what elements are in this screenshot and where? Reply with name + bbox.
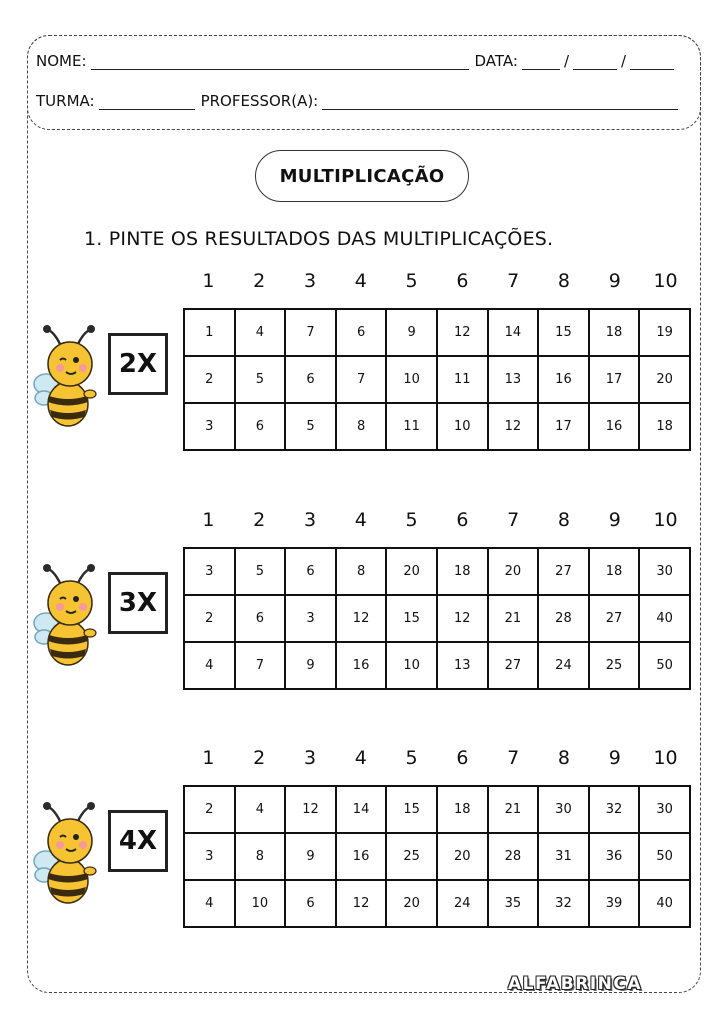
result-cell[interactable]: 27 [538, 548, 589, 595]
result-cell[interactable]: 32 [589, 786, 640, 833]
result-cell[interactable]: 31 [538, 833, 589, 880]
result-cell[interactable]: 16 [538, 356, 589, 403]
result-cell[interactable]: 9 [386, 309, 437, 356]
result-cell[interactable]: 20 [386, 880, 437, 927]
result-cell[interactable]: 8 [336, 548, 387, 595]
column-number: 10 [653, 747, 678, 769]
result-cell[interactable]: 18 [589, 309, 640, 356]
date-year-field[interactable] [630, 55, 674, 70]
result-cell[interactable]: 15 [386, 786, 437, 833]
result-cell[interactable]: 6 [235, 595, 286, 642]
column-numbers [183, 747, 691, 775]
result-cell[interactable]: 39 [589, 880, 640, 927]
result-cell[interactable]: 18 [639, 403, 690, 450]
result-cell[interactable]: 13 [488, 356, 539, 403]
result-cell[interactable]: 16 [336, 833, 387, 880]
result-cell[interactable]: 10 [386, 642, 437, 689]
bee-illustration [30, 799, 120, 909]
result-cell[interactable]: 27 [488, 642, 539, 689]
teacher-label: PROFESSOR(A): [200, 92, 319, 110]
column-number: 5 [405, 747, 418, 769]
column-number: 9 [608, 509, 621, 531]
name-label: NOME: [36, 52, 87, 70]
result-cell[interactable]: 40 [639, 880, 690, 927]
date-label: DATA: [474, 52, 518, 70]
column-number: 7 [507, 270, 520, 292]
result-cell[interactable]: 25 [589, 642, 640, 689]
name-row [36, 52, 678, 70]
column-number: 1 [202, 270, 215, 292]
factor-card: 4X [108, 810, 168, 872]
result-cell[interactable]: 35 [488, 880, 539, 927]
column-number: 3 [303, 270, 317, 292]
name-field[interactable] [91, 55, 469, 70]
grid-row [184, 595, 690, 642]
column-number: 1 [202, 509, 215, 531]
result-cell[interactable]: 8 [336, 403, 387, 450]
result-cell[interactable]: 50 [639, 833, 690, 880]
result-cell[interactable]: 6 [235, 403, 286, 450]
result-cell[interactable]: 5 [235, 356, 286, 403]
column-number: 9 [608, 270, 621, 292]
result-cell[interactable]: 5 [235, 548, 286, 595]
column-number: 6 [456, 509, 469, 531]
result-cell[interactable]: 20 [488, 548, 539, 595]
results-grid [183, 785, 691, 928]
result-cell[interactable]: 32 [538, 880, 589, 927]
teacher-field[interactable] [322, 95, 678, 110]
result-cell[interactable]: 15 [386, 595, 437, 642]
date-separator: / [563, 52, 570, 70]
date-separator: / [621, 52, 627, 70]
result-cell[interactable]: 30 [639, 548, 690, 595]
result-cell[interactable]: 7 [336, 356, 387, 403]
result-cell[interactable]: 7 [285, 309, 336, 356]
bee-illustration [30, 322, 120, 432]
multiplication-block [0, 747, 724, 937]
result-cell[interactable]: 28 [488, 833, 539, 880]
result-cell[interactable]: 24 [437, 880, 488, 927]
grid-row [184, 833, 690, 880]
column-number: 6 [456, 270, 469, 292]
result-cell[interactable]: 11 [437, 356, 488, 403]
result-cell[interactable]: 17 [538, 403, 589, 450]
result-cell[interactable]: 4 [184, 880, 235, 927]
header-box [27, 35, 701, 130]
result-cell[interactable]: 2 [184, 356, 235, 403]
result-cell[interactable]: 6 [285, 880, 336, 927]
grid-row [184, 309, 690, 356]
column-number: 10 [653, 509, 678, 531]
column-number: 6 [456, 747, 469, 769]
column-number: 3 [303, 747, 317, 769]
grid-row [184, 642, 690, 689]
class-label: TURMA: [36, 92, 95, 110]
result-cell[interactable]: 27 [589, 595, 640, 642]
result-cell[interactable]: 9 [285, 833, 336, 880]
grid-row [184, 356, 690, 403]
result-cell[interactable]: 14 [336, 786, 387, 833]
results-grid [183, 547, 691, 690]
column-number: 2 [253, 509, 266, 531]
column-number: 4 [354, 747, 367, 769]
column-number: 4 [354, 509, 367, 531]
column-number: 8 [557, 509, 571, 531]
result-cell[interactable]: 17 [589, 356, 640, 403]
result-cell[interactable]: 2 [184, 786, 235, 833]
column-number: 3 [303, 509, 317, 531]
column-number: 5 [405, 270, 418, 292]
column-number: 7 [507, 509, 520, 531]
multiplication-block [0, 509, 724, 699]
result-cell[interactable]: 4 [184, 642, 235, 689]
result-cell[interactable]: 12 [336, 595, 387, 642]
result-cell[interactable]: 18 [437, 786, 488, 833]
result-cell[interactable]: 16 [336, 642, 387, 689]
column-numbers [183, 270, 691, 298]
factor-card: 2X [108, 333, 168, 395]
result-cell[interactable]: 10 [437, 403, 488, 450]
result-cell[interactable]: 12 [437, 595, 488, 642]
result-cell[interactable]: 4 [235, 786, 286, 833]
column-number: 1 [202, 747, 215, 769]
factor-card: 3X [108, 572, 168, 634]
result-cell[interactable]: 5 [285, 403, 336, 450]
bee-illustration [30, 561, 120, 671]
multiplication-block [0, 270, 724, 460]
result-cell[interactable]: 3 [184, 548, 235, 595]
result-cell[interactable]: 21 [488, 595, 539, 642]
date-day-field[interactable] [522, 55, 560, 70]
column-number: 10 [653, 270, 678, 292]
result-cell[interactable]: 6 [285, 356, 336, 403]
class-field[interactable] [99, 95, 195, 110]
result-cell[interactable]: 15 [538, 309, 589, 356]
result-cell[interactable]: 8 [235, 833, 286, 880]
result-cell[interactable]: 3 [285, 595, 336, 642]
result-cell[interactable]: 21 [488, 786, 539, 833]
result-cell[interactable]: 6 [336, 309, 387, 356]
column-number: 9 [608, 747, 621, 769]
result-cell[interactable]: 20 [386, 548, 437, 595]
column-number: 2 [253, 747, 266, 769]
result-cell[interactable]: 19 [639, 309, 690, 356]
results-grid [183, 308, 691, 451]
result-cell[interactable]: 12 [285, 786, 336, 833]
column-numbers [183, 509, 691, 537]
result-cell[interactable]: 36 [589, 833, 640, 880]
result-cell[interactable]: 20 [437, 833, 488, 880]
result-cell[interactable]: 12 [336, 880, 387, 927]
result-cell[interactable]: 1 [184, 309, 235, 356]
brand-logo: ALFABRINCA [508, 974, 643, 994]
column-number: 8 [557, 270, 571, 292]
result-cell[interactable]: 10 [235, 880, 286, 927]
result-cell[interactable]: 3 [184, 833, 235, 880]
result-cell[interactable]: 3 [184, 403, 235, 450]
column-number: 8 [557, 747, 571, 769]
column-number: 2 [253, 270, 266, 292]
result-cell[interactable]: 7 [235, 642, 286, 689]
result-cell[interactable]: 14 [488, 309, 539, 356]
grid-row [184, 786, 690, 833]
result-cell[interactable]: 2 [184, 595, 235, 642]
column-number: 4 [354, 270, 367, 292]
result-cell[interactable]: 12 [488, 403, 539, 450]
grid-row [184, 403, 690, 450]
grid-row [184, 548, 690, 595]
result-cell[interactable]: 4 [235, 309, 286, 356]
class-row [36, 92, 682, 110]
result-cell[interactable]: 13 [437, 642, 488, 689]
result-cell[interactable]: 12 [437, 309, 488, 356]
result-cell[interactable]: 10 [386, 356, 437, 403]
grid-row [184, 880, 690, 927]
result-cell[interactable]: 30 [639, 786, 690, 833]
result-cell[interactable]: 40 [639, 595, 690, 642]
result-cell[interactable]: 30 [538, 786, 589, 833]
column-number: 5 [405, 509, 418, 531]
result-cell[interactable]: 50 [639, 642, 690, 689]
result-cell[interactable]: 20 [639, 356, 690, 403]
result-cell[interactable]: 16 [589, 403, 640, 450]
instruction-text: 1. PINTE OS RESULTADOS DAS MULTIPLICAÇÕES. [84, 228, 554, 250]
result-cell[interactable]: 18 [437, 548, 488, 595]
result-cell[interactable]: 6 [285, 548, 336, 595]
page-title: MULTIPLICAÇÃO [255, 150, 469, 202]
date-month-field[interactable] [573, 55, 617, 70]
result-cell[interactable]: 28 [538, 595, 589, 642]
result-cell[interactable]: 9 [285, 642, 336, 689]
result-cell[interactable]: 25 [386, 833, 437, 880]
column-number: 7 [507, 747, 520, 769]
result-cell[interactable]: 11 [386, 403, 437, 450]
result-cell[interactable]: 24 [538, 642, 589, 689]
result-cell[interactable]: 18 [589, 548, 640, 595]
